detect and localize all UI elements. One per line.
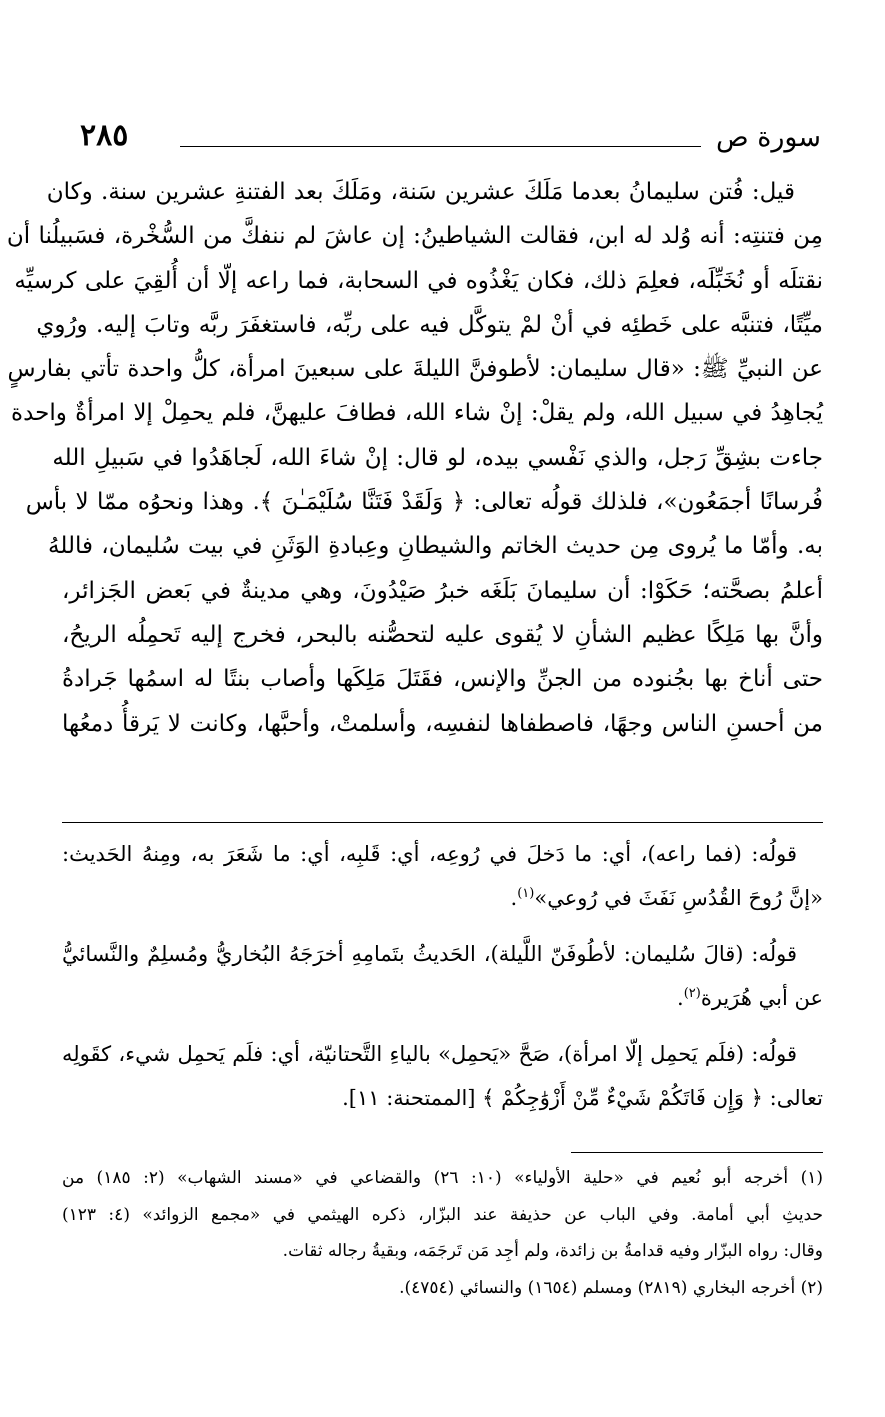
text-line: به. وأمّا ما يُروى مِن حديث الخاتم والشيطانِ وعِبادةِ الوَثَنِ في بيت سُليمان، فاللهُ <box>48 533 823 560</box>
surah-title: سورة ص <box>716 122 821 153</box>
note-line: قولُه: (قالَ سُليمان: لأطُوفَنّ اللَّيلة)، الحَديثُ بتَمامِهِ أخرَجَهُ البُخاريُّ ومُسلِمٌ والنَّسائيُّ <box>62 942 797 966</box>
note-line: قولُه: (فلَم يَحمِل إلّا امرأة)، صَحَّ «يَحمِل» بالياءِ التَّحتانيّة، أي: فلَم يَحمِل شيء، كقَولِه <box>62 1042 797 1066</box>
text-line: عن النبيِّ ﷺ: «قال سليمان: لأطوفنَّ الليلةَ على سبعينَ امرأة، كلُّ واحدة تأتي بفارسٍ <box>7 356 823 383</box>
footnote-ref[interactable]: (١) <box>517 886 535 901</box>
footnote-line: حديثِ أبي أمامة. وفي الباب عن حذيفة عند البزّار، ذكره الهيثمي في «مجمع الزوائد» (٤: ١٢٣) <box>62 1204 824 1225</box>
header-rule <box>180 146 701 147</box>
footnote-line: (١) أخرجه أبو نُعيم في «حلية الأولياء» (١٠: ٢٦) والقضاعي في «مسند الشهاب» (٢: ١٨٥) من <box>62 1168 823 1188</box>
text-line: فُرسانًا أجمَعُون»، فلذلك قولُه تعالى: ﴿ وَلَقَدْ فَتَنَّا سُلَيْمَـٰنَ ﴾. وهذا ونحوُه ممّا لا بأس <box>25 489 823 516</box>
footnote-line: وقال: رواه البزّار وفيه قدامةُ بن زائدة، ولم أجِد مَن تَرجَمَه، وبقيةُ رجاله ثقات. <box>282 1241 823 1261</box>
commentary-divider <box>62 822 823 823</box>
text-line: أعلمُ بصحَّته؛ حَكَوْا: أن سليمانَ بَلَغَه خبرُ صَيْدُونَ، وهي مدينةٌ في بَعض الجَزائر، <box>62 577 823 604</box>
text-line: يُجاهِدُ في سبيل الله، ولم يقلْ: إنْ شاء الله، فطافَ عليهنَّ، فلم يحمِلْ إلا امرأةٌ واحدة <box>11 400 823 427</box>
footnotes-section <box>62 1160 823 1306</box>
footnote <box>62 1160 823 1270</box>
note-line: عن أبي هُرَيرة$^{(٢)}$. <box>677 986 823 1010</box>
text-line: ميِّتًا، فتنبَّه على خَطئِه في أنْ لمْ يتوكَّل فيه على ربِّه، فاستغفَرَ ربَّه وتابَ إليه. ورُوي <box>36 311 823 338</box>
note-line: «إنَّ رُوحَ القُدُسِ نَفَثَ في رُوعي»$^{(١)}$. <box>510 886 823 910</box>
page-number: ٢٨٥ <box>80 118 129 153</box>
text-line: قيل: فُتن سليمانُ بعدما مَلَكَ عشرين سَنة، ومَلَكَ بعد الفتنةِ عشرين سنة. وكان <box>46 179 795 205</box>
note-line: تعالى: ﴿ وَإِن فَاتَكُمْ شَيْءٌ مِّنْ أَزْوَٰجِكُمْ ﴾ [الممتحنة: ١١]. <box>342 1086 823 1110</box>
commentary-note <box>62 832 823 920</box>
commentary-note <box>62 932 823 1020</box>
text-line: وأنَّ بها مَلِكًا عظيم الشأنِ لا يُقوى عليه لتحصُّنه بالبحر، فخرج إليه تَحمِلُه الريحُ، <box>62 621 823 648</box>
commentary-section <box>62 832 823 1132</box>
footnote-line: (٢) أخرجه البخاري (٢٨١٩) ومسلم (١٦٥٤) والنسائي (٤٧٥٤). <box>399 1277 823 1298</box>
text-line: من أحسنِ الناس وجهًا، فاصطفاها لنفسِه، وأسلمتْ، وأحبَّها، وكانت لا يَرقأُ دمعُها <box>62 710 823 737</box>
text-line: نقتلَه أو نُخَبِّلَه، فعلِمَ ذلك، فكان يَغْذُوه في السحابة، فما راعه إلّا أن أُلقِيَ على كرسيِّه <box>14 267 823 294</box>
main-text <box>6 170 823 746</box>
page-header <box>80 112 821 160</box>
footnote <box>62 1270 823 1307</box>
text-line: مِن فتنتِه: أنه وُلد له ابن، فقالت الشياطينُ: إن عاشَ لم ننفكَّ من السُّخْرة، فسَبيلُنا أن <box>6 223 823 250</box>
text-line: حتى أناخ بها بجُنوده من الجنِّ والإنس، فقَتَلَ مَلِكَها وأصاب بنتًا له اسمُها جَرادةُ <box>62 666 823 693</box>
footnote-divider <box>571 1152 823 1153</box>
commentary-note <box>62 1032 823 1120</box>
footnote-ref[interactable]: (٢) <box>683 986 701 1001</box>
text-line: جاءت بشِقِّ رَجل، والذي نَفْسي بيده، لو قال: إنْ شاءَ الله، لَجاهَدُوا في سَبيلِ الله <box>52 444 823 471</box>
note-line: قولُه: (فما راعه)، أي: ما دَخلَ في رُوعِه، أي: قَلبِه، أي: ما شَعَرَ به، ومِنهُ الحَديث: <box>62 842 797 866</box>
